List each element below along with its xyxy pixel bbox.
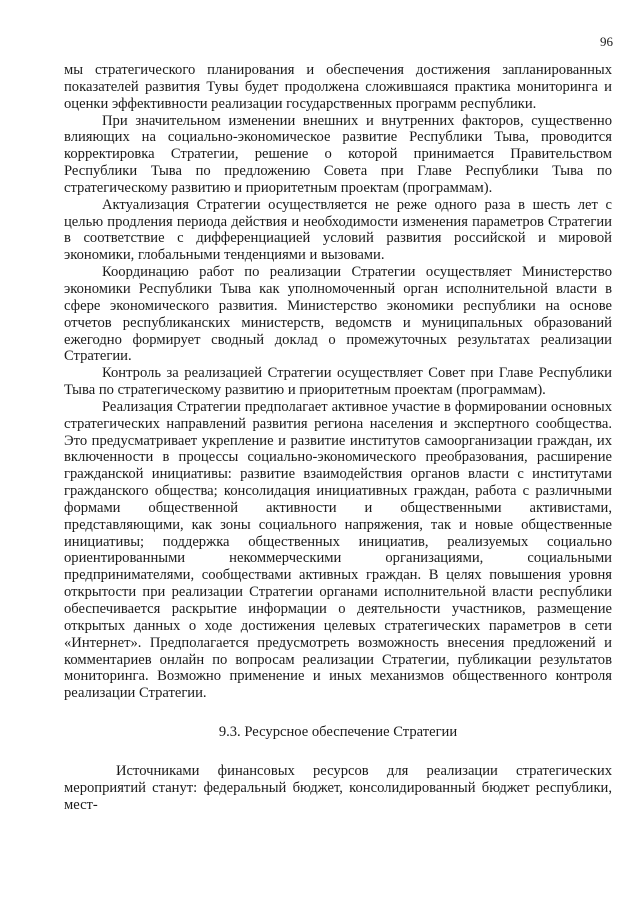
body-text [64,62,612,814]
paragraph-strategy-update: Актуализация Стратегии осуществляется не реже одного раза в шесть лет с целью продления периода действия и необходимости изменения параметров Стратегии в соответствие с дифференциацией условий развития российской и мировой экономики, глобальными тенденциями и вызовами. [64,196,612,264]
section-heading: 9.3. Ресурсное обеспечение Стратегии [218,724,458,741]
paragraph-public-participation: Реализация Стратегии предполагает активное участие в формировании основных стратегических направлений развития региона населения и экспертного сообщества. Это предусматривает укрепление и развитие институтов самоорганизации граждан, их включенности в процессы социально-экономического преобразования, расширение гражданской инициативы: развитие взаимодействия органов власти с институтами гражданского общества; консолидация инициативных граждан, работа с различными формами общественной активности и общественными активистами, представляющими, как зоны социального напряжения, так и новые общественные инициативы; поддержка общественных инициатив, реализуемых социально ориентированными некоммерческими организациями, социальными предпринимателями, сообществами активных граждан. В целях повышения уровня открытости при реализации Стратегии органами исполнительной власти республики обеспечивается раскрытие информации о деятельности участников, размещение открытых данных о ходе достижения целевых стратегических параметров в сети «Интернет». Предполагается предусмотреть возможность внесения предложений и комментариев онлайн по вопросам реализации Стратегии, публикации результатов мониторинга. Возможно применение и иных механизмов общественного контроля реализации Стратегии. [64,398,612,702]
page-number: 96 [600,34,613,49]
paragraph-coordination: Координацию работ по реализации Стратегии осуществляет Министерство экономики Республики Тыва как уполномоченный орган исполнительной власти в сфере экономического развития. Министерство экономики республики на основе отчетов республиканских министерств, ведомств и муниципальных образований ежегодно формирует сводный доклад о промежуточных результатах реализации Стратегии. [64,264,612,365]
paragraph-strategy-correction: При значительном изменении внешних и внутренних факторов, существенно влияющих на социально-экономическое развитие Республики Тыва, проводится корректировка Стратегии, решение о которой принимается Правительством Республики Тыва по предложению Совета при Главе Республики Тыва по стратегическому развитию и приоритетным проектам (программам). [64,112,612,196]
paragraph-financial-sources: Источниками финансовых ресурсов для реализации стратегических мероприятий станут: федеральный бюджет, консолидированный бюджет республики, мест- [64,763,612,813]
paragraph-control: Контроль за реализацией Стратегии осуществляет Совет при Главе Республики Тыва по стратегическому развитию и приоритетным проектам (программам). [64,365,612,399]
paragraph-continuation: мы стратегического планирования и обеспечения достижения запланированных показателей развития Тувы будет продолжена сложившаяся практика мониторинга и оценки эффективности реализации государственных программ республики. [64,62,612,112]
